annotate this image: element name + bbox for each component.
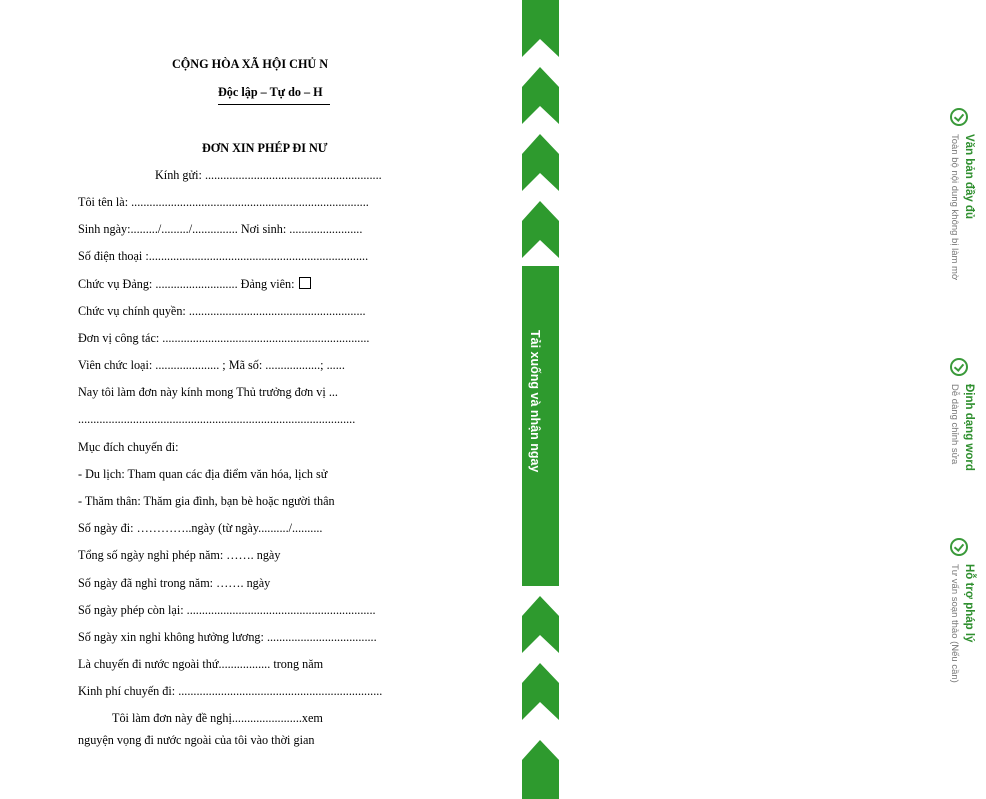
chevron-up-arrow-icon — [522, 201, 559, 258]
chevron-up-arrow-icon — [522, 663, 559, 720]
document-header-country: CỘNG HÒA XÃ HỘI CHỦ N — [172, 57, 329, 71]
check-circle-icon — [950, 538, 968, 556]
chevron-up-arrow-icon — [522, 134, 559, 191]
field-total-leave: Tổng số ngày nghỉ phép năm: ……. ngày — [78, 548, 281, 562]
field-phone: Số điện thoại :........................................................................ — [78, 249, 369, 263]
field-work-unit: Đơn vị công tác: .................................................................... — [78, 331, 370, 345]
document-page — [0, 0, 383, 799]
chevron-up-arrow-icon — [522, 0, 559, 57]
feature-full-text-title: Văn bản đầy đủ — [963, 134, 975, 219]
field-trip-funding: Kinh phí chuyến đi: ................................................................... — [78, 684, 383, 698]
feature-full-text-subtitle: Toàn bộ nội dung không bị làm mờ — [949, 134, 960, 281]
feature-legal-support-title: Hỗ trợ pháp lý — [963, 564, 975, 643]
feature-word-format-title: Định dạng word — [963, 384, 975, 471]
check-circle-icon — [950, 108, 968, 126]
request-continuation: ........................................................................................... — [78, 412, 356, 426]
chevron-up-arrow-icon — [522, 67, 559, 124]
field-days-abroad: Số ngày đi: …………..ngày (từ ngày........../.......... — [78, 521, 323, 535]
closing-line-1: Tôi làm đơn này đề nghị.......................xem — [112, 711, 323, 725]
field-name: Tôi tên là: .............................................................................. — [78, 195, 369, 209]
field-party-position — [78, 277, 311, 292]
feature-word-format-subtitle: Dễ dàng chỉnh sửa — [949, 384, 960, 465]
request-sentence: Nay tôi làm đơn này kính mong Thủ trưởng đơn vị ... — [78, 385, 338, 399]
field-civil-servant-grade: Viên chức loại: ..................... ; Mã số: ..................; ...... — [78, 358, 345, 372]
purpose-family-visit: - Thăm thân: Thăm gia đình, bạn bè hoặc người thân — [78, 494, 335, 508]
addressee-line: Kính gửi: .......................................................... — [155, 168, 382, 182]
field-trip-count: Là chuyến đi nước ngoài thứ................. trong năm — [78, 657, 324, 671]
field-birth: Sinh ngày:........./........./............... Nơi sinh: ........................ — [78, 222, 363, 236]
closing-line-2: nguyện vọng đi nước ngoài của tôi vào thời gian — [78, 733, 315, 747]
trip-purpose-heading: Mục đích chuyến đi: — [78, 440, 179, 454]
purpose-tourism: - Du lịch: Tham quan các địa điểm văn hóa, lịch sử — [78, 467, 328, 481]
field-government-position: Chức vụ chính quyền: .......................................................... — [78, 304, 366, 318]
chevron-up-arrow-icon — [522, 596, 559, 653]
field-party-position-label: Chức vụ Đảng: ........................... Đảng viên: — [78, 277, 295, 291]
download-cta-label[interactable]: Tải xuống và nhận ngay — [528, 330, 542, 473]
chevron-up-arrow-icon — [522, 740, 559, 799]
field-leave-remaining: Số ngày phép còn lại: .............................................................. — [78, 603, 376, 617]
motto-underline — [218, 104, 330, 105]
feature-legal-support-subtitle: Tư vấn soạn thảo (Nếu cần) — [949, 564, 960, 683]
party-member-checkbox[interactable] — [299, 277, 311, 289]
document-header-motto: Độc lập – Tự do – H — [218, 85, 323, 99]
field-unpaid-leave: Số ngày xin nghỉ không hưởng lương: .................................... — [78, 630, 377, 644]
check-circle-icon — [950, 358, 968, 376]
field-leave-used: Số ngày đã nghỉ trong năm: ……. ngày — [78, 576, 271, 590]
document-title: ĐƠN XIN PHÉP ĐI NƯ — [202, 141, 328, 155]
